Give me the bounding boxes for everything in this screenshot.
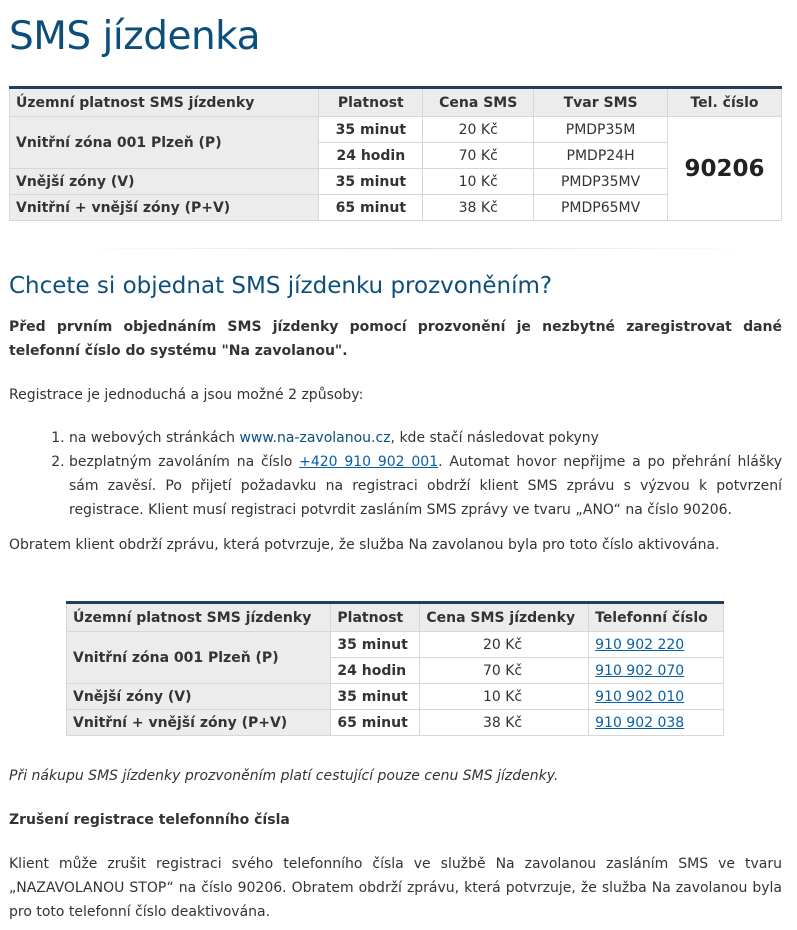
price-cell: 10 Kč: [420, 684, 589, 710]
table-header-row: [10, 88, 782, 117]
column-header-zone: Územní platnost SMS jízdenky: [10, 88, 319, 117]
table-row: [10, 117, 782, 143]
list-item: [69, 450, 782, 522]
column-header-zone: Územní platnost SMS jízdenky: [67, 603, 331, 632]
price-cell: 38 Kč: [423, 195, 534, 221]
column-header-price: Cena SMS: [423, 88, 534, 117]
list-item-text: bezplatným zavoláním na číslo: [69, 454, 300, 470]
validity-cell: 65 minut: [331, 710, 420, 736]
zone-cell: Vnější zóny (V): [10, 169, 319, 195]
registration-methods-list: [9, 426, 782, 522]
sms-code-cell: PMDP65MV: [534, 195, 668, 221]
price-cell: 70 Kč: [420, 658, 589, 684]
phone-cell: [589, 632, 724, 658]
validity-cell: 24 hodin: [331, 658, 420, 684]
phone-cell: [589, 684, 724, 710]
validity-cell: 65 minut: [319, 195, 423, 221]
table-row: [10, 195, 782, 221]
zone-cell: Vnitřní + vnější zóny (P+V): [10, 195, 319, 221]
list-item-text: , kde stačí následovat pokyny: [390, 430, 599, 446]
list-item-text: na webových stránkách: [69, 430, 240, 446]
zone-cell: Vnitřní zóna 001 Plzeň (P): [10, 117, 319, 169]
validity-cell: 24 hodin: [319, 143, 423, 169]
validity-cell: 35 minut: [319, 169, 423, 195]
price-cell: 20 Kč: [423, 117, 534, 143]
column-header-validity: Platnost: [331, 603, 420, 632]
table-row: [67, 684, 724, 710]
column-header-validity: Platnost: [319, 88, 423, 117]
price-note: Při nákupu SMS jízdenky prozvoněním platí cestující pouze cenu SMS jízdenky.: [9, 768, 559, 784]
list-item: [69, 426, 782, 450]
page-title: SMS jízdenka: [9, 14, 260, 59]
registration-notice: Před prvním objednáním SMS jízdenky pomocí prozvonění je nezbytné zaregistrovat dané telefonní číslo do systému "Na zavolanou".: [9, 319, 782, 359]
section-heading: Chcete si objednat SMS jízdenku prozvoněním?: [9, 273, 553, 299]
validity-cell: 35 minut: [331, 632, 420, 658]
table-header-row: [67, 603, 724, 632]
phone-cell: [589, 658, 724, 684]
phone-number-cell: 90206: [668, 117, 782, 221]
validity-cell: 35 minut: [331, 684, 420, 710]
registration-intro: Registrace je jednoduchá a jsou možné 2 způsoby:: [9, 387, 364, 403]
activation-confirmation: Obratem klient obdrží zprávu, která potvrzuje, že služba Na zavolanou byla pro toto číslo aktivována.: [9, 537, 720, 553]
table-row: [67, 632, 724, 658]
sms-ticket-table: [9, 86, 782, 221]
zone-cell: Vnější zóny (V): [67, 684, 331, 710]
column-header-price: Cena SMS jízdenky: [420, 603, 589, 632]
table-row: [67, 710, 724, 736]
list-item-text: . Automat hovor nepřijme a po přehrání hlášky sám zavěsí. Po přijetí požadavku na registraci obdrží klient SMS zprávu s výzvou k potvrzení registrace. Klient musí registraci potvrdit zasláním SMS zprávy ve tvaru „ANO“ na číslo 90206.: [69, 454, 783, 518]
sms-code-cell: PMDP24H: [534, 143, 668, 169]
phone-number-link[interactable]: 910 902 070: [595, 662, 685, 679]
validity-cell: 35 minut: [319, 117, 423, 143]
column-header-sms-format: Tvar SMS: [534, 88, 668, 117]
column-header-phone: Tel. číslo: [668, 88, 782, 117]
price-cell: 20 Kč: [420, 632, 589, 658]
sms-code-cell: PMDP35M: [534, 117, 668, 143]
missed-call-ticket-table: [66, 601, 724, 736]
price-cell: 70 Kč: [423, 143, 534, 169]
cancel-text: Klient může zrušit registraci svého telefonního čísla ve službě Na zavolanou zasláním SMS ve tvaru „NAZAVOLANOU STOP“ na číslo 90206. Obratem obdrží zprávu, která potvrzuje, že služba Na zavolanou byla pro toto telefonní číslo deaktivována.: [9, 856, 782, 920]
phone-number-link[interactable]: 910 902 010: [595, 688, 685, 705]
sms-code-cell: PMDP35MV: [534, 169, 668, 195]
price-cell: 38 Kč: [420, 710, 589, 736]
phone-link[interactable]: +420 910 902 001: [299, 454, 439, 470]
section-divider: [70, 248, 760, 249]
phone-number-link[interactable]: 910 902 038: [595, 714, 685, 731]
column-header-phone: Telefonní číslo: [589, 603, 724, 632]
zone-cell: Vnitřní zóna 001 Plzeň (P): [67, 632, 331, 684]
phone-number-link[interactable]: 910 902 220: [595, 636, 685, 653]
price-cell: 10 Kč: [423, 169, 534, 195]
website-link[interactable]: www.na-zavolanou.cz: [239, 430, 391, 446]
cancel-heading: Zrušení registrace telefonního čísla: [9, 812, 290, 828]
zone-cell: Vnitřní + vnější zóny (P+V): [67, 710, 331, 736]
phone-cell: [589, 710, 724, 736]
table-row: [10, 169, 782, 195]
